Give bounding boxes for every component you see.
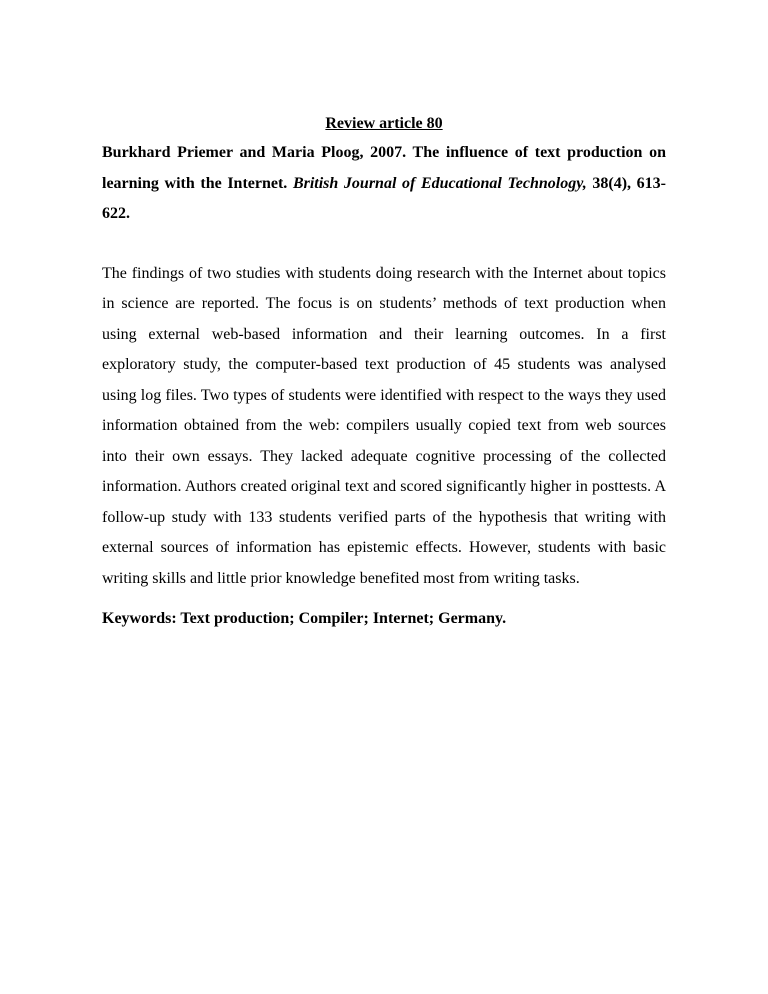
citation-authors: Burkhard Priemer and Maria Ploog, 2007. (102, 144, 407, 161)
abstract: The findings of two studies with students doing research with the Internet about topics in science are reported. The focus is on students’ methods of text production when using external web-based information and their learning outcomes. In a first exploratory study, the computer-based text production of 45 students was analysed using log files. Two types of students were identified with respect to the ways they used information obtained from the web: compilers usually copied text from web sources into their own essays. They lacked adequate cognitive processing of the collected information. Authors created original text and scored significantly higher in posttests. A follow-up study with 133 students verified parts of the hypothesis that writing with external sources of information has epistemic effects. However, students with basic writing skills and little prior knowledge benefited most from writing tasks. (102, 264, 666, 587)
citation-details: 38(4), 613-622. (102, 174, 666, 222)
keywords: Keywords: Text production; Compiler; Internet; Germany. (102, 610, 507, 627)
citation-article: The influence of text production on learning with the Internet. (102, 144, 667, 192)
citation (102, 138, 666, 230)
citation-journal: British Journal of Educational Technology, (292, 174, 587, 192)
review-title: Review article 80 (325, 115, 443, 132)
